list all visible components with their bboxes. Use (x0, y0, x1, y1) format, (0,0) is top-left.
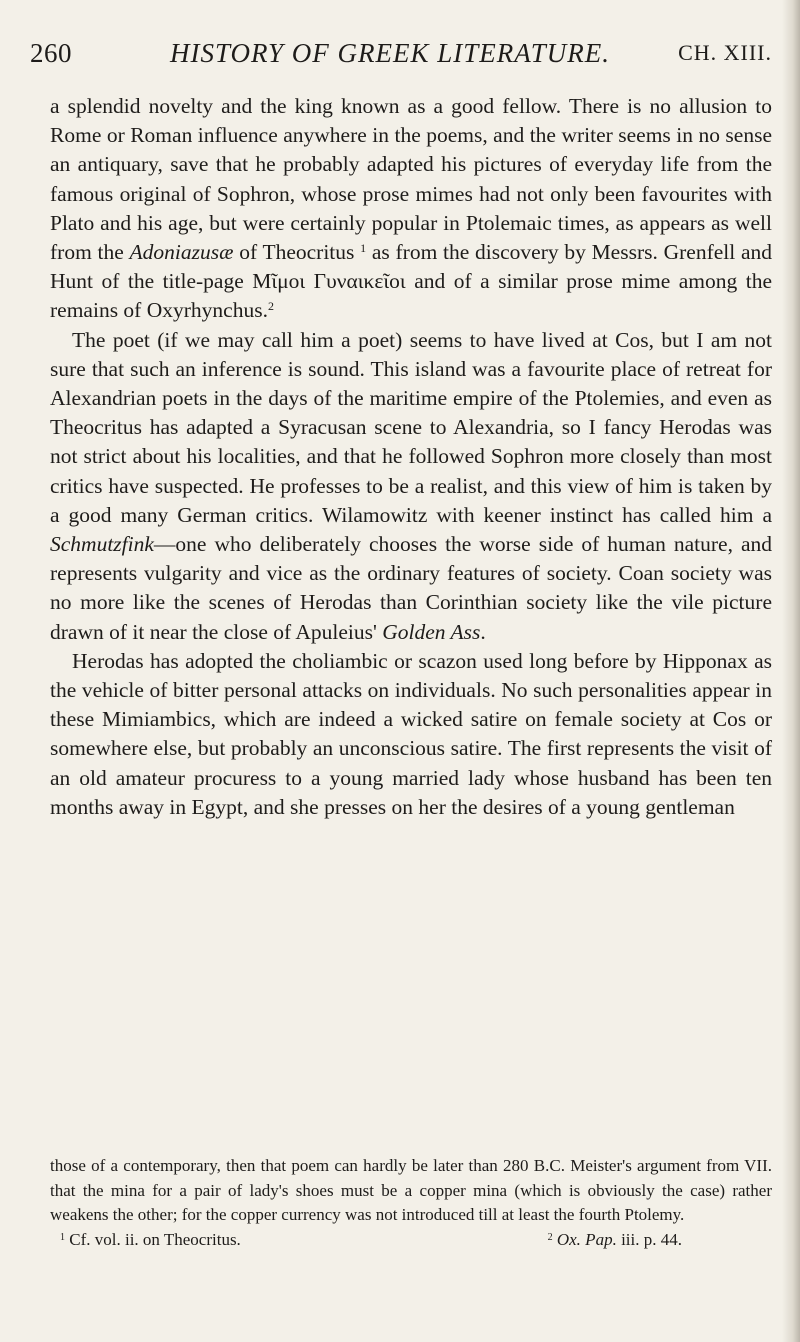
footnotes (50, 1154, 772, 1252)
italic-title-golden-ass: Golden Ass (382, 619, 481, 644)
footnote-continued: those of a contemporary, then that poem can hardly be later than 280 B.C. Meister's argument from VII. that the mina for a pair of lady's shoes must be a copper mina (which is obviously the case) rather weakens the other; for the copper currency was not introduced till at least the fourth Ptolemy. (50, 1156, 772, 1224)
text-run: as from the discovery by Messrs. Grenfell and Hunt of the title-page (50, 240, 772, 294)
text-run: . (480, 619, 486, 644)
text-run: The poet (if we may call him a poet) seems to have lived at Cos, but I am not sure that such an inference is sound. This island was a favourite place of retreat for Alexandrian poets in the days of the maritime empire of the Ptolemies, and even as Theocritus has adapted a Syracusan scene to Alexandria, so I fancy Herodas was not strict about his localities, and that he followed Sophron more closely than most critics have suspected. He professes to be a realist, and this view of him is taken by a good many German critics. Wilamowitz with keener instinct has called him a (50, 327, 772, 527)
footnote-1 (60, 1228, 241, 1253)
text-run: of Theocritus (233, 240, 361, 265)
running-title: HISTORY OF GREEK LITERATURE. (170, 38, 611, 68)
text-run: —one who deliberately chooses the worse side of human nature, and represents vulgarity and vice as the ordinary features of society. Coan society was no more like the scenes of Herodas than Corinthian society like the vile picture drawn of it near the close of Apuleius' (50, 532, 772, 644)
text-run: a splendid novelty and the king known as a good fellow. There is no allusion to Rome or Roman influence anywhere in the poems, and the writer seems in no sense an antiquary, save that he probably adapted his pictures of everyday life from the famous original of Sophron, whose prose mimes had not only been favourites with Plato and his age, but were certainly popular in Ptolemaic times, as appears as well from the (50, 94, 772, 265)
main-text (50, 92, 772, 822)
footnote-2-source: Ox. Pap. (556, 1229, 617, 1249)
running-header (30, 38, 772, 78)
footnote-ref-2[interactable]: 2 (267, 299, 274, 314)
paragraph-1 (50, 92, 772, 326)
paragraph-2 (50, 326, 772, 647)
footnote-mark-1: 1 (60, 1231, 65, 1243)
text-run: and of a similar prose mime among the remains of Oxyrhynchus. (50, 269, 773, 323)
italic-word-schmutzfink: Schmutzfink (50, 532, 154, 557)
chapter-label: CH. XIII. (678, 40, 772, 65)
footnote-row (50, 1228, 772, 1253)
footnote-1-text: Cf. vol. ii. on Theocritus. (69, 1229, 241, 1249)
page-number: 260 (30, 38, 72, 68)
paragraph-3: Herodas has adopted the choliambic or scazon used long before by Hipponax as the vehicle of bitter personal attacks on individuals. No such personalities appear in these Mimiambics, which are indeed a wicked satire on female society at Cos or somewhere else, but probably an unconscious satire. The first represents the visit of an old amateur procuress to a young married lady whose husband has been ten months away in Egypt, and she presses on her the desires of a young gentleman (50, 648, 772, 819)
footnote-ref-1[interactable]: 1 (360, 241, 367, 256)
footnote-mark-2: 2 (547, 1231, 553, 1243)
footnote-2-text: iii. p. 44. (616, 1229, 682, 1249)
italic-title-adoniazusae: Adoniazusæ (129, 240, 234, 265)
page-edge-shadow (782, 0, 800, 1342)
greek-title: Μῖμοι Γυναικεῖοι (252, 269, 406, 294)
footnote-2 (548, 1228, 682, 1253)
